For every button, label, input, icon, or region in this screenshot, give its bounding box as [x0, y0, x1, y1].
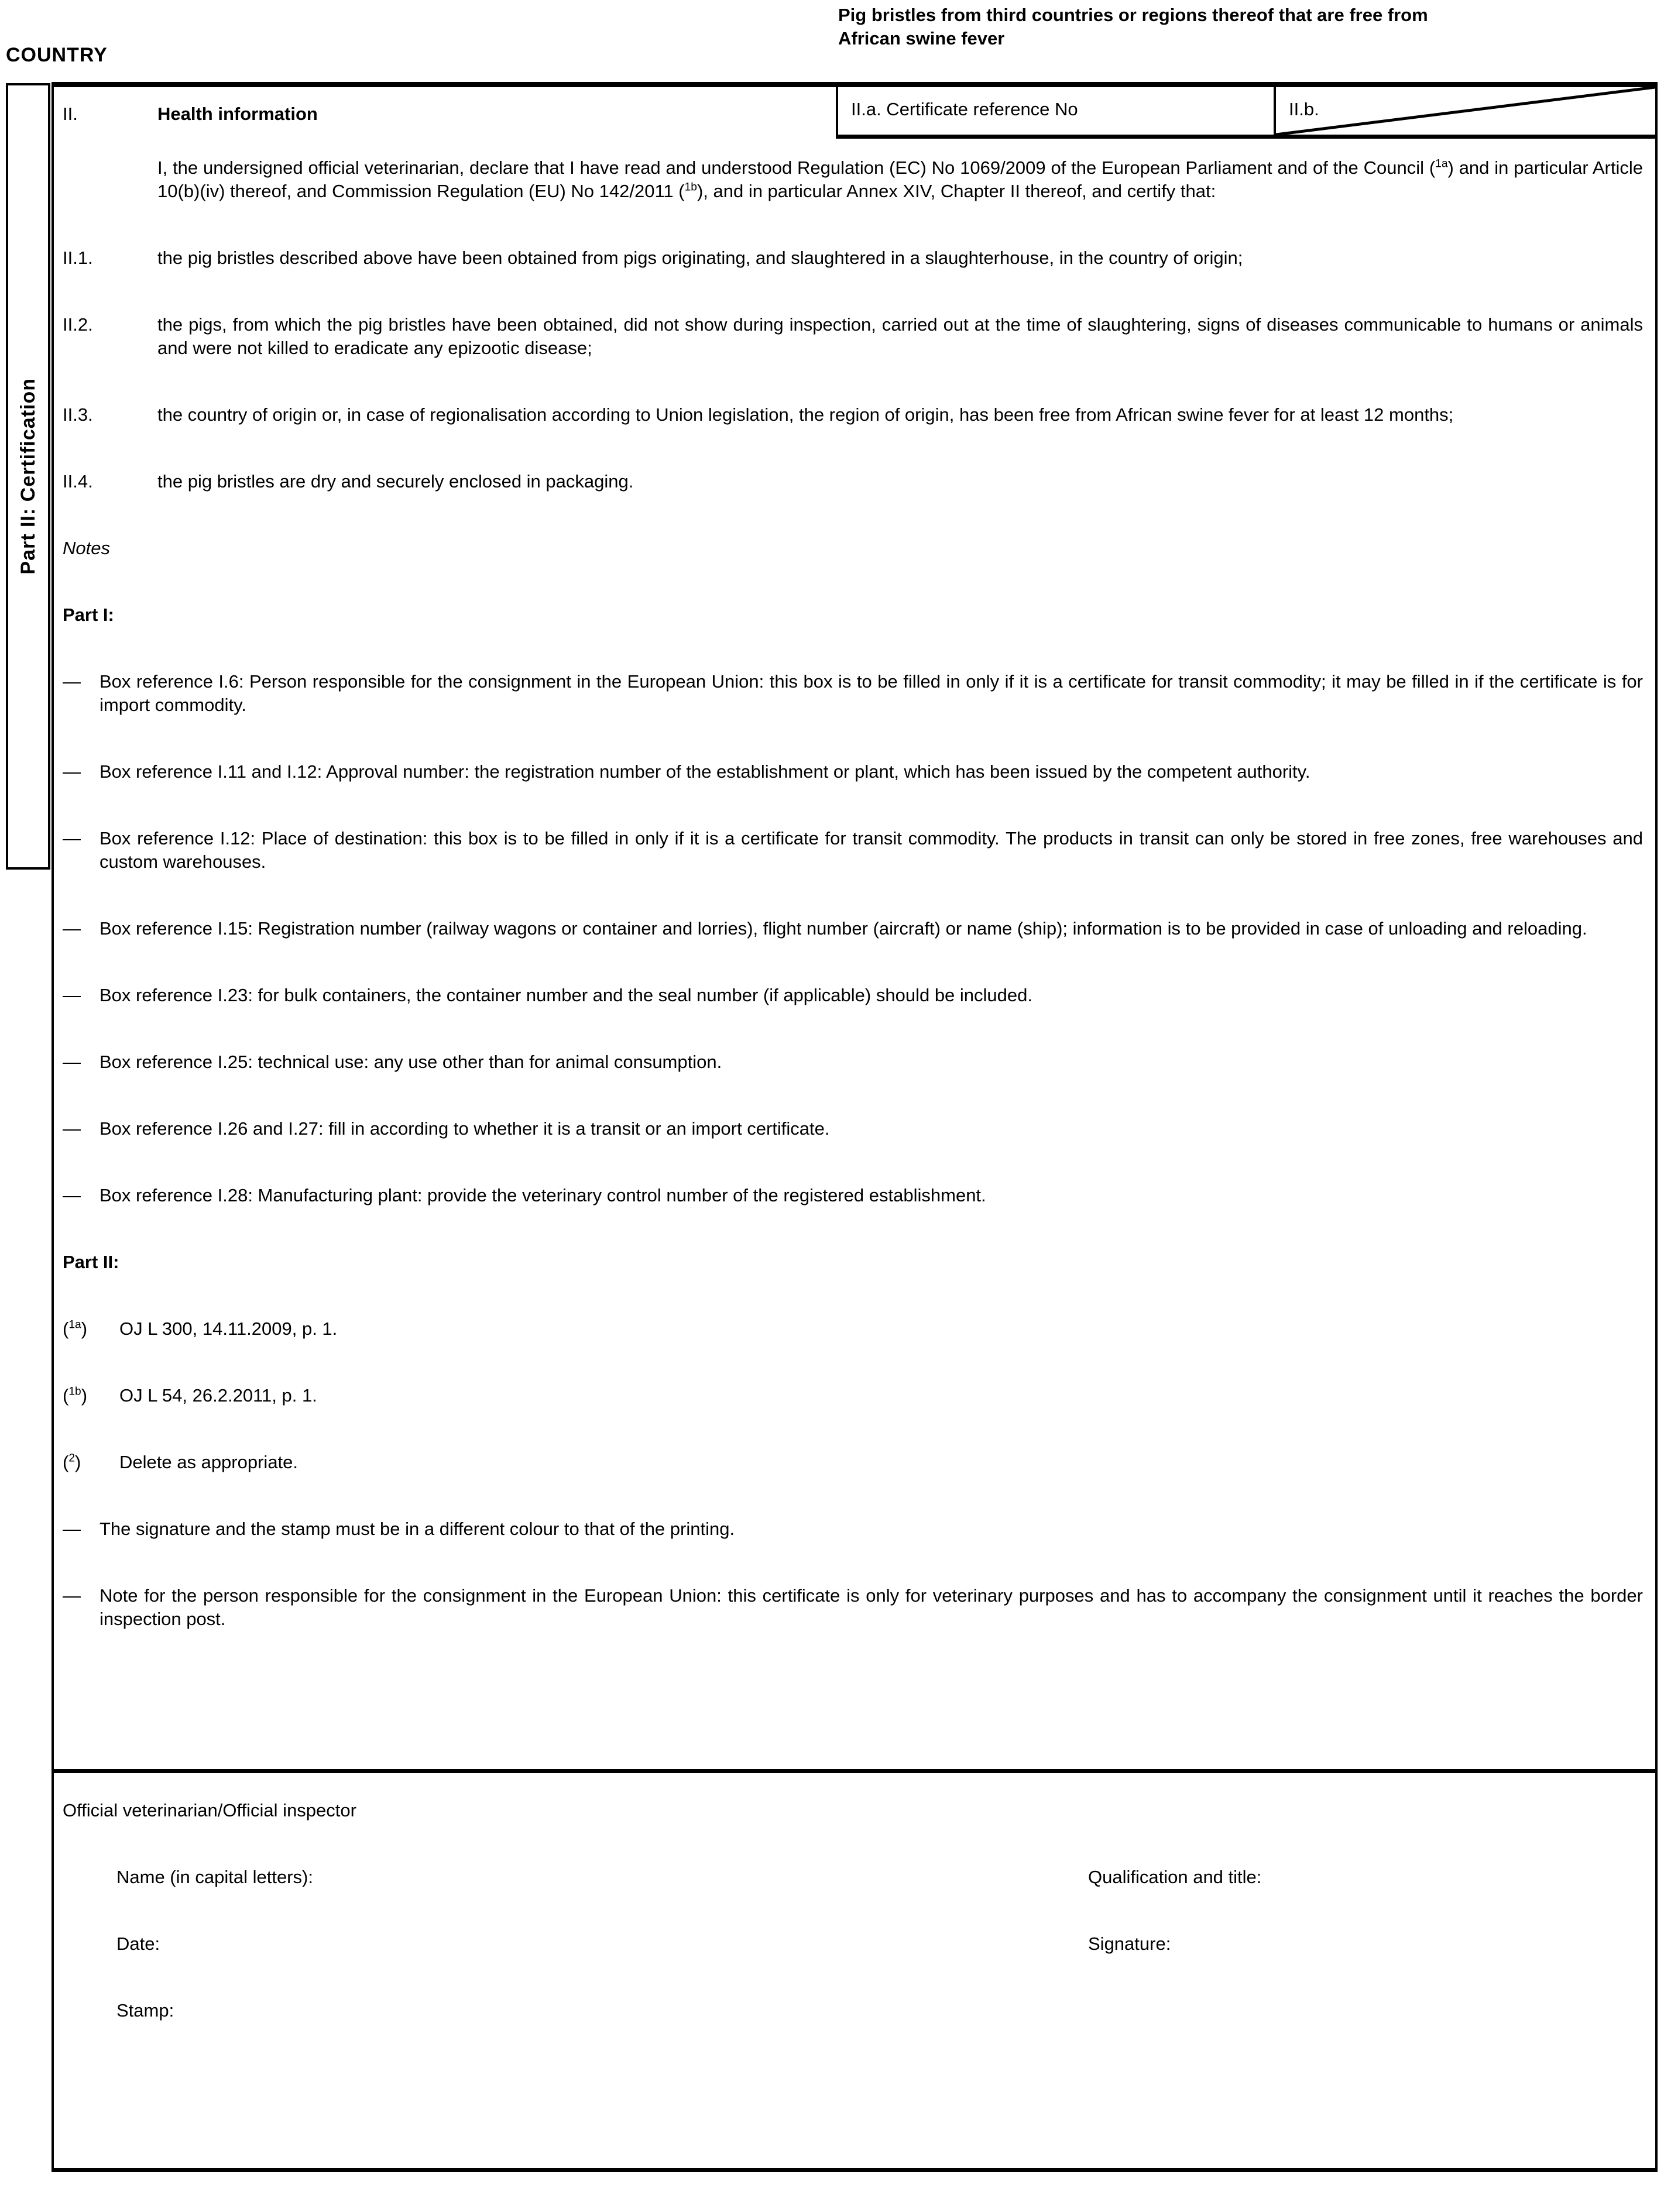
box-reference-text: Box reference I.28: Manufacturing plant: provide the veterinary control number of the registered establishment.: [100, 1185, 986, 1205]
footnote-marker: ($^{1a}$): [63, 1318, 88, 1339]
clause-ii4: [63, 470, 1643, 493]
general-note-text: The signature and the stamp must be in a different colour to that of the printing.: [100, 1519, 735, 1539]
dash-marker: —: [63, 761, 81, 782]
declaration-intro: [63, 156, 1643, 203]
clause-ii2: [63, 313, 1643, 360]
footnote-text: Delete as appropriate.: [119, 1452, 299, 1472]
diagonal-strike-line: [1276, 87, 1655, 135]
clause-ii1: [63, 246, 1643, 270]
signature-row-name: [63, 1866, 1643, 1889]
part2-heading: Part II:: [63, 1252, 119, 1272]
footnote-1b: [63, 1384, 1643, 1407]
general-note-item: [63, 1584, 1643, 1631]
dash-marker: —: [63, 1118, 81, 1139]
dash-marker: —: [63, 1519, 81, 1539]
document-title: [838, 4, 1653, 50]
section-title: Health information: [157, 104, 318, 124]
dash-marker: —: [63, 1185, 81, 1205]
clause-ii3: [63, 403, 1643, 427]
part2-certification-sidebar: [6, 83, 50, 870]
general-note-item: [63, 1517, 1643, 1541]
clause-number: [63, 156, 157, 203]
clause-number: II.1.: [63, 248, 93, 268]
footnote-text: OJ L 300, 14.11.2009, p. 1.: [119, 1318, 338, 1339]
box-reference-text: Box reference I.15: Registration number (railway wagons or container and lorries), flight number (aircraft) or name (ship); information is to be provided in case of unloading and reloading.: [100, 918, 1587, 939]
certificate-body: [63, 156, 1643, 1674]
signature-row-date: [63, 1932, 1643, 1956]
box-reference-text: Box reference I.26 and I.27: fill in according to whether it is a transit or an import certificate.: [100, 1118, 830, 1139]
name-label: Name (in capital letters):: [116, 1867, 313, 1887]
box-reference-text: Box reference I.25: technical use: any use other than for animal consumption.: [100, 1052, 722, 1072]
section-divider: [54, 1769, 1655, 1773]
dash-marker: —: [63, 918, 81, 939]
box-reference-item: [63, 917, 1643, 940]
dash-marker: —: [63, 828, 81, 849]
health-information-heading: [63, 102, 318, 126]
box-reference-item: [63, 1050, 1643, 1074]
part1-heading: Part I:: [63, 604, 114, 625]
general-note-text: Note for the person responsible for the consignment in the European Union: this certificate is only for veterinary purposes and has to accompany the consignment until it reaches the border inspection post.: [100, 1585, 1643, 1629]
date-label: Date:: [116, 1933, 160, 1954]
box-reference-item: [63, 827, 1643, 874]
document-title-line1: Pig bristles from third countries or regions thereof that are free from: [838, 5, 1428, 25]
dash-marker: —: [63, 1585, 81, 1606]
certificate-reference-cell: II.a. Certificate reference No: [838, 87, 1276, 135]
clause-text: the pigs, from which the pig bristles have been obtained, did not show during inspection, carried out at the time of slaughtering, signs of diseases communicable to humans or animals and were not killed to eradicate any epizootic disease;: [157, 314, 1643, 358]
sidebar-label: Part II: Certification: [17, 378, 39, 575]
dash-marker: —: [63, 985, 81, 1005]
certificate-reference-box: [836, 87, 1655, 139]
section-number: II.: [63, 104, 78, 124]
box-reference-text: Box reference I.23: for bulk containers, the container number and the seal number (if applicable) should be included.: [100, 985, 1033, 1005]
iib-cell: [1276, 87, 1655, 135]
footnote-1a: [63, 1317, 1643, 1341]
footnote-text: OJ L 54, 26.2.2011, p. 1.: [119, 1385, 317, 1406]
declaration-intro-text: I, the undersigned official veterinarian, declare that I have read and understood Regulation (EC) No 1069/2009 of the European Parliament and of the Council ($^{1a}$) and in particular Article 10(b)(iv) thereof, and Commission Regulation (EU) No 142/2011 ($^{1b}$), and in particular Annex XIV, Chapter II thereof, and certify that:: [157, 157, 1643, 201]
box-reference-item: [63, 984, 1643, 1007]
notes-heading: Notes: [63, 538, 110, 558]
box-reference-text: Box reference I.12: Place of destination: this box is to be filled in only if it is a certificate for transit commodity. The products in transit can only be stored in free zones, free warehouses and custom warehouses.: [100, 828, 1643, 872]
footnote-marker: ($^2$): [63, 1452, 81, 1472]
country-label: COUNTRY: [6, 44, 108, 66]
box-reference-item: [63, 670, 1643, 717]
signature-section-title: Official veterinarian/Official inspector: [63, 1800, 356, 1821]
box-reference-item: [63, 1184, 1643, 1207]
clause-number: II.3.: [63, 404, 93, 425]
stamp-label: Stamp:: [116, 2000, 174, 2021]
box-reference-item: [63, 1117, 1643, 1141]
dash-marker: —: [63, 671, 81, 692]
signature-label: Signature:: [1088, 1933, 1171, 1954]
iib-label: II.b.: [1289, 99, 1319, 119]
clause-number: II.2.: [63, 314, 93, 335]
signature-row-stamp: [63, 1999, 1643, 2022]
box-reference-text: Box reference I.11 and I.12: Approval number: the registration number of the establishment or plant, which has been issued by the competent authority.: [100, 761, 1310, 782]
clause-text: the pig bristles are dry and securely enclosed in packaging.: [157, 471, 634, 492]
signature-section: [63, 1773, 1643, 2022]
box-reference-item: [63, 760, 1643, 784]
qualification-label: Qualification and title:: [1088, 1867, 1262, 1887]
footnote-2: [63, 1451, 1643, 1474]
document-title-line2: African swine fever: [838, 28, 1005, 49]
box-reference-text: Box reference I.6: Person responsible for the consignment in the European Union: this box is to be filled in only if it is a certificate for transit commodity; it may be filled in if the certificate is for import commodity.: [100, 671, 1643, 715]
clause-text: the pig bristles described above have been obtained from pigs originating, and slaughtered in a slaughterhouse, in the country of origin;: [157, 248, 1243, 268]
clause-text: the country of origin or, in case of regionalisation according to Union legislation, the region of origin, has been free from African swine fever for at least 12 months;: [157, 404, 1454, 425]
footnote-marker: ($^{1b}$): [63, 1385, 88, 1406]
clause-number: II.4.: [63, 471, 93, 492]
dash-marker: —: [63, 1052, 81, 1072]
certificate-table: [52, 82, 1658, 2172]
